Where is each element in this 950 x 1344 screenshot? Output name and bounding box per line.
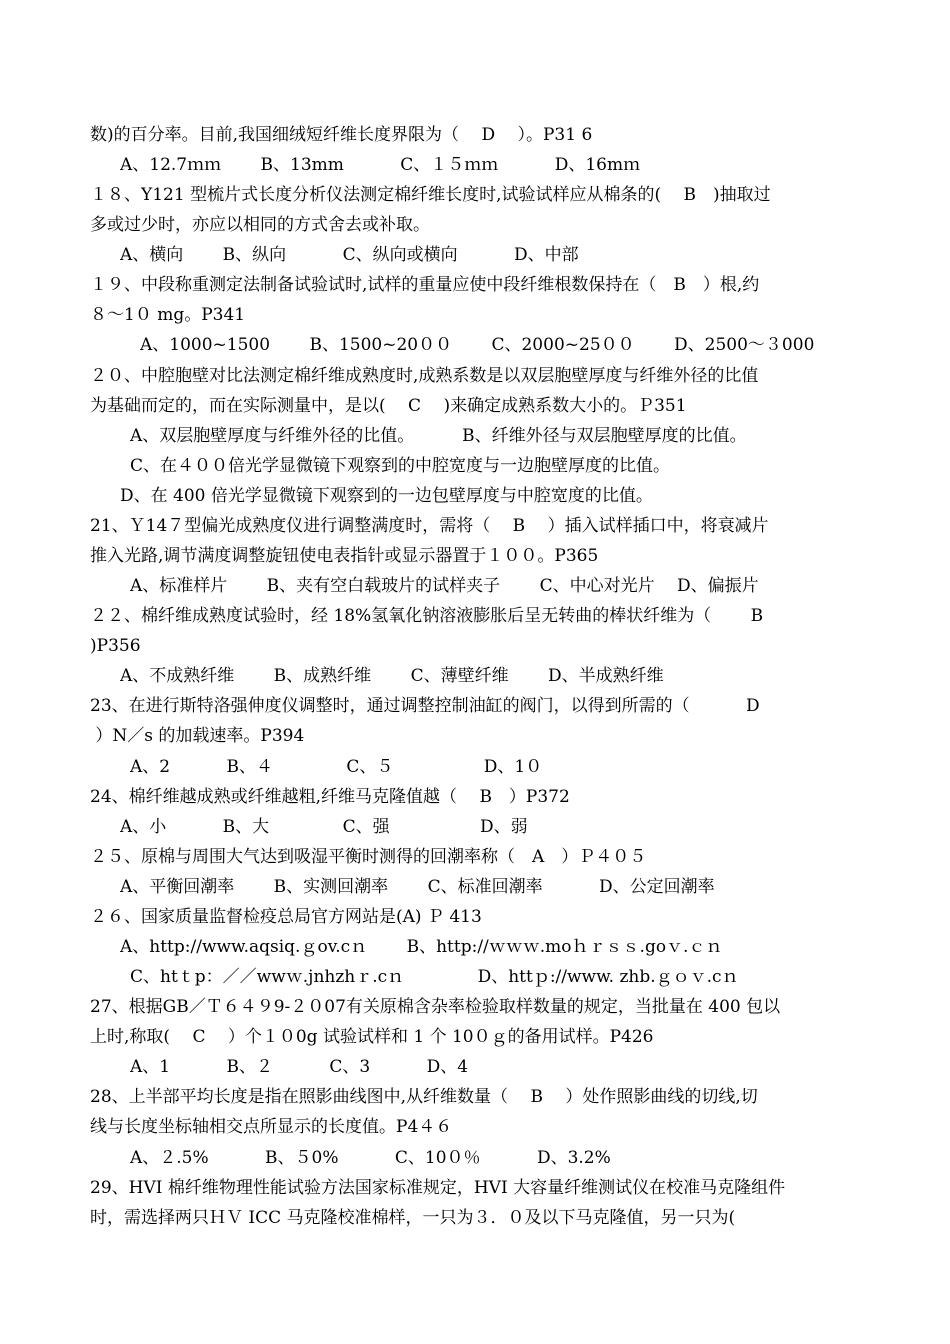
question-20: ２０、中腔胞壁对比法测定棉纤维成熟度时,成熟系数是以双层胞壁厚度与纤维外径的比值 — [90, 366, 759, 386]
question-24: 24、棉纤维越成熟或纤维越粗,纤维马克隆值越（ B ）P372 — [90, 787, 570, 807]
option-line: A、1000~1500 B、1500~20００ C、2000~25００ D、2500～３000 — [140, 335, 815, 355]
text-line: 推入光路,调节满度调整旋钮使电表指针或显示器置于１００。P365 — [90, 546, 599, 566]
option-line: A、2 B、４ C、５ D、1０ — [130, 757, 543, 777]
option-line: A、平衡回潮率 B、实测回潮率 C、标准回潮率 D、公定回潮率 — [120, 877, 715, 897]
question-27: 27、根据GB／Ｔ６４９9-２０07有关原棉含杂率检验取样数量的规定，当批量在 400 包以 — [90, 997, 781, 1017]
option-line: A、1 B、２ C、3 D、4 — [130, 1057, 469, 1077]
option-line: A、不成熟纤维 B、成熟纤维 C、薄壁纤维 D、半成熟纤维 — [120, 666, 664, 686]
option-line: A、双层胞壁厚度与纤维外径的比值。 B、纤维外径与双层胞壁厚度的比值。 — [130, 426, 747, 446]
text-line: )P356 — [90, 636, 141, 656]
option-line: A、http://www.aqsiq.ｇov.cｎ B、http://ｗｗｗ.moｈｒｓｓ.goｖ.ｃｎ — [120, 937, 723, 957]
option-line: D、在 400 倍光学显微镜下观察到的一边包壁厚度与中腔宽度的比值。 — [120, 486, 653, 506]
question-29: 29、HVI 棉纤维物理性能试验方法国家标准规定，HVI 大容量纤维测试仪在校准马克隆组件 — [90, 1178, 786, 1198]
option-line: C、在４００倍光学显微镜下观察到的中腔宽度与一边胞壁厚度的比值。 — [130, 456, 671, 476]
text-line: 为基础而定的，而在实际测量中，是以( C )来确定成熟系数大小的。Ｐ351 — [90, 396, 687, 416]
question-26: ２６、国家质量监督检疫总局官方网站是(A) Ｐ 413 — [90, 907, 482, 927]
question-22: ２２、棉纤维成熟度试验时，经 18%氢氧化钠溶液膨胀后呈无转曲的棒状纤维为（ B — [90, 606, 764, 626]
text-line: ）N／s 的加载速率。P394 — [90, 726, 305, 746]
text-line: 上时,称取( C ）个１０0g 试验试样和 1 个 10０ｇ的备用试样。P426 — [90, 1027, 654, 1047]
question-28: 28、上半部平均长度是指在照影曲线图中,从纤维数量（ B ）处作照影曲线的切线,切 — [90, 1087, 758, 1107]
question-25: ２５、原棉与周围大气达到吸湿平衡时测得的回潮率称（ A ）Ｐ４０５ — [90, 847, 647, 867]
text-line: 数)的百分率。目前,我国细绒短纤维长度界限为（ D ）。P31 6 — [90, 125, 593, 145]
text-line: ８～1０ mg。P341 — [90, 305, 246, 325]
option-line: A、２.5% B、５0% C、10０％ D、3.2% — [130, 1148, 611, 1168]
option-line: A、标准样片 B、夹有空白载玻片的试样夹子 C、中心对光片 D、偏振片 — [130, 576, 759, 596]
option-line: A、横向 B、纵向 C、纵向或横向 D、中部 — [120, 245, 579, 265]
question-19: １９、中段称重测定法制备试验试时,试样的重量应使中段纤维根数保持在（ B ）根,约 — [90, 275, 760, 295]
option-line: A、小 B、大 C、强 D、弱 — [120, 817, 528, 837]
option-line: C、htｔp：／／wwｗ.jnhzhｒ.cｎ D、httｐ://www. zhb.ｇｏｖ.cｎ — [130, 967, 739, 987]
question-23: 23、在进行斯特洛强伸度仪调整时，通过调整控制油缸的阀门，以得到所需的（ D — [90, 696, 760, 716]
text-line: 多或过少时，亦应以相同的方式舍去或补取。 — [90, 215, 430, 235]
question-21: 21、Ｙ14７型偏光成熟度仪进行调整满度时，需将（ B ）插入试样插口中，将衰减片 — [90, 516, 769, 536]
question-18: １８、Y121 型梳片式长度分析仪法测定棉纤维长度时,试验试样应从棉条的( B )抽取过 — [90, 185, 771, 205]
text-line: 时，需选择两只ＨＶ ICC 马克隆校准棉样，一只为３．０及以下马克隆值，另一只为( — [90, 1208, 736, 1228]
option-line: A、12.7ｍｍ B、13mm C、１５ｍｍ D、16mｍ — [120, 155, 641, 175]
text-line: 线与长度坐标轴相交点所显示的长度值。P4４６ — [90, 1117, 453, 1137]
